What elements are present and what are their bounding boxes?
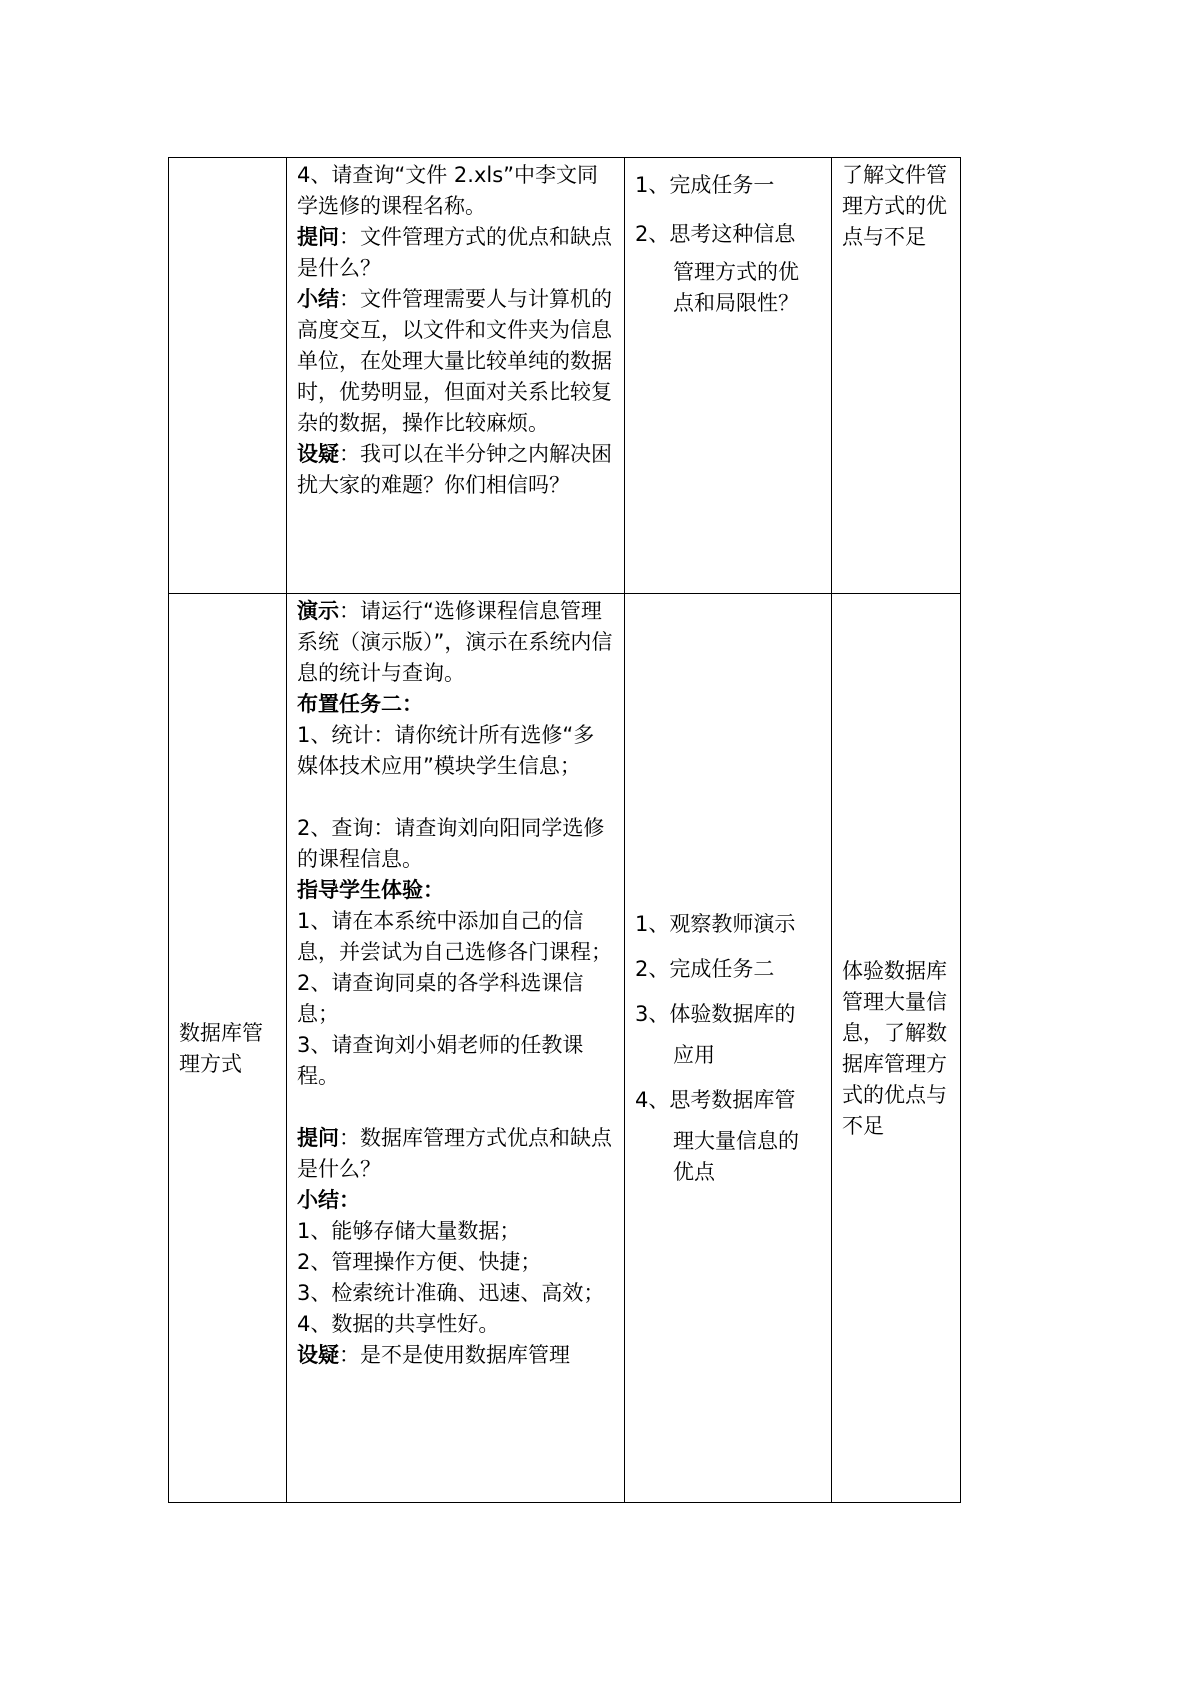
task2-heading: 布置任务二： bbox=[297, 692, 423, 716]
paragraph-label: 提问 bbox=[297, 1126, 339, 1150]
item-number: 2、 bbox=[635, 222, 670, 246]
lesson-plan-table bbox=[168, 157, 961, 1503]
guide-item: 1、请在本系统中添加自己的信息，并尝试为自己选修各门课程； bbox=[297, 909, 612, 964]
item-text: 完成任务一 bbox=[669, 173, 775, 197]
paragraph-text: 4、请查询“文件 2.xls”中李文同学选修的课程名称。 bbox=[297, 163, 599, 218]
item-text: 理大量信息的 bbox=[673, 1128, 799, 1153]
stage-cell bbox=[169, 158, 287, 594]
item-number: 2、 bbox=[635, 956, 670, 981]
summary-item: 2、管理操作方便、快捷； bbox=[297, 1250, 542, 1274]
student-activity bbox=[625, 909, 831, 1188]
student-item bbox=[635, 999, 821, 1071]
item-number: 1、 bbox=[635, 173, 670, 197]
item-text: 优点 bbox=[673, 1159, 715, 1184]
item-text: 体验数据库的 bbox=[669, 1001, 796, 1026]
student-activity bbox=[625, 158, 831, 319]
item-text: 观察教师演示 bbox=[669, 911, 796, 936]
paragraph-label: 小结 bbox=[297, 287, 339, 311]
paragraph-text: ：我可以在半分钟之内解决困扰大家的难题？你们相信吗？ bbox=[297, 442, 612, 497]
paragraph-label: 设疑 bbox=[297, 442, 339, 466]
paragraph-label: 设疑 bbox=[297, 1343, 339, 1367]
paragraph-text: ：文件管理需要人与计算机的高度交互，以文件和文件夹为信息单位，在处理大量比较单纯的数据时，优势明显，但面对关系比较复杂的数据，操作比较麻烦。 bbox=[297, 287, 612, 435]
item-text: 思考数据库管 bbox=[669, 1087, 796, 1112]
intent-cell bbox=[832, 158, 961, 594]
teacher-paragraph bbox=[297, 160, 614, 222]
doubt-paragraph bbox=[297, 1340, 614, 1371]
summary-item: 3、检索统计准确、迅速、高效； bbox=[297, 1281, 605, 1305]
guide-heading: 指导学生体验： bbox=[297, 878, 444, 902]
guide-item: 2、请查询同桌的各学科选课信息； bbox=[297, 971, 584, 1026]
item-text: 思考这种信息 bbox=[669, 222, 796, 246]
summary-item: 1、能够存储大量数据； bbox=[297, 1219, 521, 1243]
student-activity-cell bbox=[625, 594, 832, 1503]
item-number: 3、 bbox=[635, 1001, 670, 1026]
paragraph-text: ：是不是使用数据库管理 bbox=[339, 1343, 570, 1367]
intent-cell bbox=[832, 594, 961, 1503]
table-row bbox=[169, 158, 961, 594]
teacher-paragraph bbox=[297, 222, 614, 284]
table-row bbox=[169, 594, 961, 1503]
item-number: 4、 bbox=[635, 1087, 670, 1112]
demo-paragraph bbox=[297, 596, 614, 689]
paragraph-text: ：文件管理方式的优点和缺点是什么？ bbox=[297, 225, 612, 280]
question-paragraph bbox=[297, 1123, 614, 1185]
item-text: 管理方式的优 bbox=[673, 260, 799, 284]
intent-text: 体验数据库管理大量信息，了解数据库管理方式的优点与不足 bbox=[842, 959, 947, 1138]
paragraph-label: 提问 bbox=[297, 225, 339, 249]
teacher-activity bbox=[287, 158, 624, 501]
stage-cell bbox=[169, 594, 287, 1503]
teacher-paragraph bbox=[297, 284, 614, 439]
teacher-activity-cell bbox=[287, 158, 625, 594]
stage-text bbox=[169, 158, 286, 160]
task2-item: 1、统计：请你统计所有选修“多媒体技术应用”模块学生信息； bbox=[297, 723, 595, 778]
item-number: 1、 bbox=[635, 911, 670, 936]
stage-text: 数据库管理方式 bbox=[179, 1021, 263, 1076]
summary-item: 4、数据的共享性好。 bbox=[297, 1312, 500, 1336]
item-text: 完成任务二 bbox=[669, 956, 775, 981]
item-text: 点和局限性？ bbox=[673, 291, 799, 315]
intent-text: 了解文件管理方式的优点与不足 bbox=[842, 163, 947, 249]
student-item bbox=[635, 170, 821, 201]
student-item bbox=[635, 213, 821, 319]
teacher-activity bbox=[287, 594, 624, 1371]
item-text: 应用 bbox=[673, 1042, 715, 1067]
student-item bbox=[635, 909, 821, 940]
teacher-paragraph bbox=[297, 439, 614, 501]
blank-line bbox=[297, 782, 614, 813]
teacher-activity-cell bbox=[287, 594, 625, 1503]
blank-line bbox=[297, 1092, 614, 1123]
summary-heading: 小结： bbox=[297, 1188, 360, 1212]
task2-item: 2、查询：请查询刘向阳同学选修的课程信息。 bbox=[297, 816, 605, 871]
student-activity-cell bbox=[625, 158, 832, 594]
paragraph-text: ：请运行“选修课程信息管理系统（演示版）”，演示在系统内信息的统计与查询。 bbox=[297, 599, 613, 685]
guide-item: 3、请查询刘小娟老师的任教课程。 bbox=[297, 1033, 584, 1088]
student-item bbox=[635, 954, 821, 985]
student-item bbox=[635, 1085, 821, 1188]
paragraph-text: ：数据库管理方式优点和缺点是什么？ bbox=[297, 1126, 612, 1181]
paragraph-label: 演示 bbox=[297, 599, 339, 623]
